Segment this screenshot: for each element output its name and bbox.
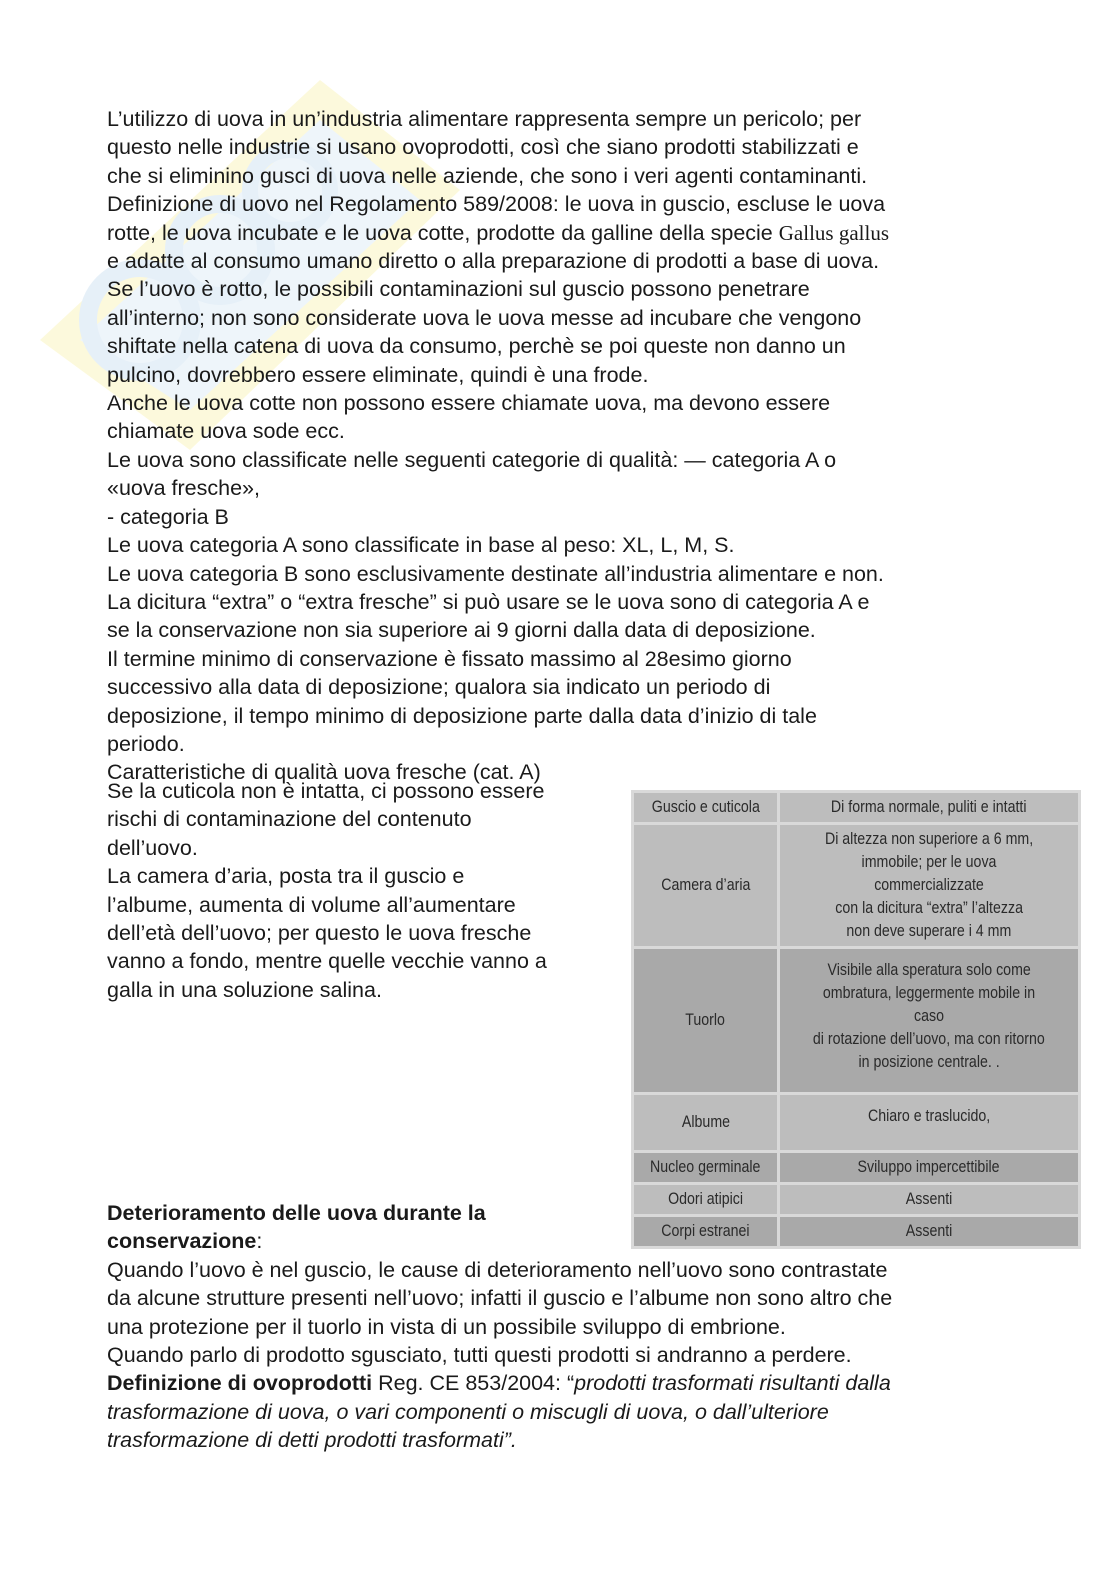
table-value-cell: Visibile alla speratura solo come ombratura, leggermente mobile in caso di rotazione dell’uovo, ma con ritorno in posizione centrale. . bbox=[779, 948, 1080, 1094]
text-line: una protezione per il tuorlo in vista di un possibile sviluppo di embrione. bbox=[107, 1314, 786, 1339]
table-label-cell: Odori atipici bbox=[633, 1184, 779, 1216]
text-line: Definizione di uovo nel Regolamento 589/2008: le uova in guscio, escluse le uova bbox=[107, 192, 886, 217]
table-value-cell: Chiaro e traslucido, bbox=[779, 1094, 1080, 1152]
text-line: all’interno; non sono considerate uova le uova messe ad incubare che vengono bbox=[107, 305, 862, 330]
text-line: periodo. bbox=[107, 731, 185, 756]
text-line: l’albume, aumenta di volume all’aumentare bbox=[107, 892, 516, 917]
text-line: Le uova sono classificate nelle seguenti categorie di qualità: — categoria A o bbox=[107, 447, 837, 472]
text-line: che si eliminino gusci di uova nelle aziende, che sono i veri agenti contaminanti. bbox=[107, 163, 868, 188]
text-line: chiamate uova sode ecc. bbox=[107, 419, 345, 444]
text-line: pulcino, dovrebbero essere eliminate, quindi è una frode. bbox=[107, 362, 649, 387]
table-row bbox=[633, 1152, 1080, 1184]
text-line: La dicitura “extra” o “extra fresche” si può usare se le uova sono di categoria A e bbox=[107, 589, 870, 614]
table-label-cell: Nucleo germinale bbox=[633, 1152, 779, 1184]
table-label-cell: Corpi estranei bbox=[633, 1216, 779, 1248]
table-value-cell: Assenti bbox=[779, 1216, 1080, 1248]
text-line: deposizione, il tempo minimo di deposizione parte dalla data d’inizio di tale bbox=[107, 703, 817, 728]
table-value-cell: Assenti bbox=[779, 1184, 1080, 1216]
table-label-cell: Camera d’aria bbox=[633, 824, 779, 948]
table-label-cell: Tuorlo bbox=[633, 948, 779, 1094]
text-line: L’utilizzo di uova in un’industria alimentare rappresenta sempre un pericolo; per bbox=[107, 107, 862, 131]
section-heading: conservazione: bbox=[107, 1229, 263, 1254]
text-line: galla in una soluzione salina. bbox=[107, 977, 382, 1002]
text-line: da alcune strutture presenti nell’uovo; infatti il guscio e l’albume non sono altro che bbox=[107, 1286, 893, 1311]
text-line: dell’età dell’uovo; per questo le uova fresche bbox=[107, 921, 532, 946]
text-line: Caratteristiche di qualità uova fresche (cat. A) bbox=[107, 760, 541, 785]
table-label-cell: Guscio e cuticola bbox=[633, 792, 779, 824]
main-text-block bbox=[107, 105, 1007, 787]
definition-line: Definizione di ovoprodotti Reg. CE 853/2004: “prodotti trasformati risultanti dalla bbox=[107, 1371, 891, 1396]
text-line-species bbox=[107, 219, 1007, 247]
text-line: Se l’uovo è rotto, le possibili contaminazioni sul guscio possono penetrare bbox=[107, 277, 810, 302]
table-label-cell: Albume bbox=[633, 1094, 779, 1152]
table-row bbox=[633, 948, 1080, 1094]
text-line: shiftate nella catena di uova da consumo, perchè se poi queste non danno un bbox=[107, 334, 846, 359]
table-value-cell: Sviluppo impercettibile bbox=[779, 1152, 1080, 1184]
text-fragment: rotte, le uova incubate e le uova cotte, prodotte da galline della specie bbox=[107, 220, 773, 245]
text-line: rischi di contaminazione del contenuto bbox=[107, 807, 472, 832]
table-value-cell: Di forma normale, puliti e intatti bbox=[779, 792, 1080, 824]
text-line: questo nelle industrie si usano ovoprodotti, così che siano prodotti stabilizzati e bbox=[107, 135, 859, 160]
left-column-text bbox=[107, 777, 617, 1004]
text-line: successivo alla data di deposizione; qualora sia indicato un periodo di bbox=[107, 675, 771, 700]
text-line: «uova fresche», bbox=[107, 476, 260, 501]
text-line: La camera d’aria, posta tra il guscio e bbox=[107, 864, 465, 889]
text-line: - categoria B bbox=[107, 504, 229, 529]
table-row bbox=[633, 1094, 1080, 1152]
quality-table bbox=[631, 790, 1081, 1249]
table-row bbox=[633, 792, 1080, 824]
text-line: Le uova categoria B sono esclusivamente destinate all’industria alimentare e non. bbox=[107, 561, 884, 586]
definition-line: trasformazione di uova, o vari componenti o miscugli di uova, o dall’ulteriore bbox=[107, 1399, 829, 1424]
table-row bbox=[633, 824, 1080, 948]
text-line: Quando parlo di prodotto sgusciato, tutti questi prodotti si andranno a perdere. bbox=[107, 1343, 852, 1368]
section-heading: Deterioramento delle uova durante la bbox=[107, 1201, 486, 1225]
text-line: Le uova categoria A sono classificate in base al peso: XL, L, M, S. bbox=[107, 533, 735, 558]
text-line: se la conservazione non sia superiore ai 9 giorni dalla data di deposizione. bbox=[107, 618, 816, 643]
text-line: Se la cuticola non è intatta, ci possono essere bbox=[107, 779, 545, 803]
text-line: Il termine minimo di conservazione è fissato massimo al 28esimo giorno bbox=[107, 646, 792, 671]
text-line: Anche le uova cotte non possono essere chiamate uova, ma devono essere bbox=[107, 391, 831, 416]
text-line: dell’uovo. bbox=[107, 835, 198, 860]
text-line: vanno a fondo, mentre quelle vecchie vanno a bbox=[107, 949, 547, 974]
species-name: Gallus gallus bbox=[778, 220, 889, 245]
text-line: e adatte al consumo umano diretto o alla preparazione di prodotti a base di uova. bbox=[107, 249, 880, 274]
text-line: Quando l’uovo è nel guscio, le cause di deterioramento nell’uovo sono contrastate bbox=[107, 1257, 888, 1282]
deterioration-section bbox=[107, 1199, 1017, 1455]
definition-line: trasformazione di detti prodotti trasformati”. bbox=[107, 1428, 517, 1453]
table-value-cell: Di altezza non superiore a 6 mm, immobile; per le uova commercializzate con la dicitura “extra” l’altezza non deve superare i 4 mm bbox=[779, 824, 1080, 948]
